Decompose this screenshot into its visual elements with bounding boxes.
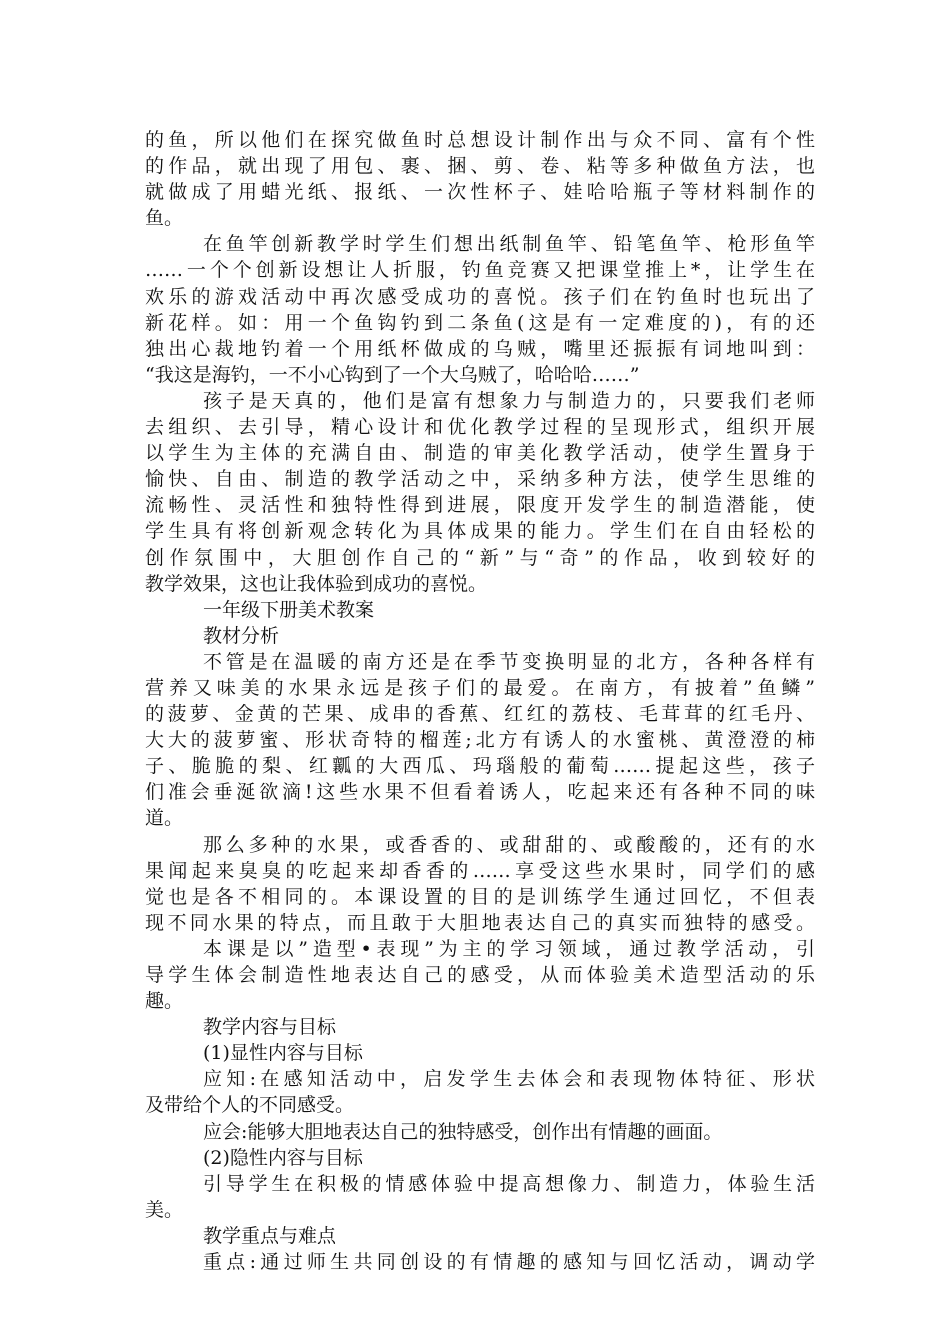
paragraph-line: 学生具有将创新观念转化为具体成果的能力。学生们在自由轻松的 bbox=[145, 520, 815, 543]
paragraph-line: 道。 bbox=[145, 807, 184, 830]
section-heading: 教学重点与难点 bbox=[203, 1224, 337, 1247]
paragraph-line: 美。 bbox=[145, 1198, 184, 1221]
paragraph-line: 的菠萝、金黄的芒果、成串的香蕉、红红的荔枝、毛茸茸的红毛丹、 bbox=[145, 703, 815, 726]
paragraph-line: 欢乐的游戏活动中再次感受成功的喜悦。孩子们在钓鱼时也玩出了 bbox=[145, 285, 815, 308]
paragraph-line: 的作品，就出现了用包、裹、捆、剪、卷、粘等多种做鱼方法，也 bbox=[145, 155, 815, 178]
paragraph-line: 不管是在温暖的南方还是在季节变换明显的北方，各种各样有 bbox=[203, 650, 815, 673]
section-heading: (2)隐性内容与目标 bbox=[203, 1146, 363, 1169]
paragraph-line: 孩子是天真的，他们是富有想象力与制造力的，只要我们老师 bbox=[203, 389, 815, 412]
paragraph-line: 趣。 bbox=[145, 990, 184, 1013]
paragraph-line: 应会:能够大胆地表达自己的独特感受，创作出有情趣的画面。 bbox=[203, 1120, 723, 1143]
paragraph-line: 那么多种的水果，或香香的、或甜甜的、或酸酸的，还有的水 bbox=[203, 833, 815, 856]
paragraph-line: 鱼。 bbox=[145, 207, 184, 230]
paragraph-line: 大大的菠萝蜜、形状奇特的榴莲;北方有诱人的水蜜桃、黄澄澄的柿 bbox=[145, 729, 815, 752]
paragraph-line: ……一个个创新设想让人折服，钓鱼竞赛又把课堂推上*，让学生在 bbox=[145, 259, 815, 282]
paragraph-line: 果闻起来臭臭的吃起来却香香的……享受这些水果时，同学们的感 bbox=[145, 859, 815, 882]
paragraph-line: 子、脆脆的梨、红瓤的大西瓜、玛瑙般的葡萄……提起这些，孩子 bbox=[145, 755, 815, 778]
paragraph-line: 及带给个人的不同感受。 bbox=[145, 1094, 355, 1117]
paragraph-line: 教学效果，这也让我体验到成功的喜悦。 bbox=[145, 572, 488, 595]
paragraph-line: 应知:在感知活动中，启发学生去体会和表现物体特征、形状 bbox=[203, 1068, 815, 1091]
section-heading: 教材分析 bbox=[203, 624, 280, 647]
paragraph-line: 现不同水果的特点，而且敢于大胆地表达自己的真实而独特的感受。 bbox=[145, 911, 815, 934]
paragraph-line: 觉也是各不相同的。本课设置的目的是训练学生通过回忆，不但表 bbox=[145, 885, 815, 908]
paragraph-line: 引导学生在积极的情感体验中提高想像力、制造力，体验生活 bbox=[203, 1172, 815, 1195]
paragraph-line: 在鱼竿创新教学时学生们想出纸制鱼竿、铅笔鱼竿、枪形鱼竿 bbox=[203, 233, 815, 256]
paragraph-line: 去组织、去引导，精心设计和优化教学过程的呈现形式，组织开展 bbox=[145, 416, 815, 439]
paragraph-line: 的鱼，所以他们在探究做鱼时总想设计制作出与众不同、富有个性 bbox=[145, 129, 815, 151]
paragraph-line: 重点:通过师生共同创设的有情趣的感知与回忆活动，调动学 bbox=[203, 1251, 815, 1274]
paragraph-line: 新花样。如：用一个鱼钩钓到二条鱼(这是有一定难度的)，有的还 bbox=[145, 311, 815, 334]
paragraph-line: 导学生体会制造性地表达自己的感受，从而体验美术造型活动的乐 bbox=[145, 964, 815, 986]
paragraph-line: 独出心裁地钓着一个用纸杯做成的乌贼，嘴里还振振有词地叫到： bbox=[145, 337, 815, 360]
paragraph-line: 本课是以”造型•表现”为主的学习领域，通过教学活动，引 bbox=[203, 937, 815, 960]
paragraph-line: 愉快、自由、制造的教学活动之中，采纳多种方法，使学生思维的 bbox=[145, 468, 815, 491]
document-body bbox=[145, 127, 815, 1275]
paragraph-line: 营养又味美的水果永远是孩子们的最爱。在南方，有披着”鱼鳞” bbox=[145, 676, 815, 699]
paragraph-line: 流畅性、灵活性和独特性得到进展，限度开发学生的制造潜能，使 bbox=[145, 494, 815, 517]
paragraph-line: 创作氛围中，大胆创作自己的“新”与“奇”的作品，收到较好的 bbox=[145, 546, 815, 569]
paragraph-line: 们准会垂涎欲滴!这些水果不但看着诱人，吃起来还有各种不同的味 bbox=[145, 781, 815, 804]
section-heading: (1)显性内容与目标 bbox=[203, 1042, 363, 1065]
section-heading: 一年级下册美术教案 bbox=[203, 598, 375, 621]
paragraph-line: 以学生为主体的充满自由、制造的审美化教学活动，使学生置身于 bbox=[145, 442, 815, 465]
paragraph-line: 就做成了用蜡光纸、报纸、一次性杯子、娃哈哈瓶子等材料制作的 bbox=[145, 181, 815, 204]
paragraph-line: “我这是海钓，一不小心钩到了一个大乌贼了，哈哈哈……” bbox=[145, 363, 640, 386]
section-heading: 教学内容与目标 bbox=[203, 1016, 337, 1039]
